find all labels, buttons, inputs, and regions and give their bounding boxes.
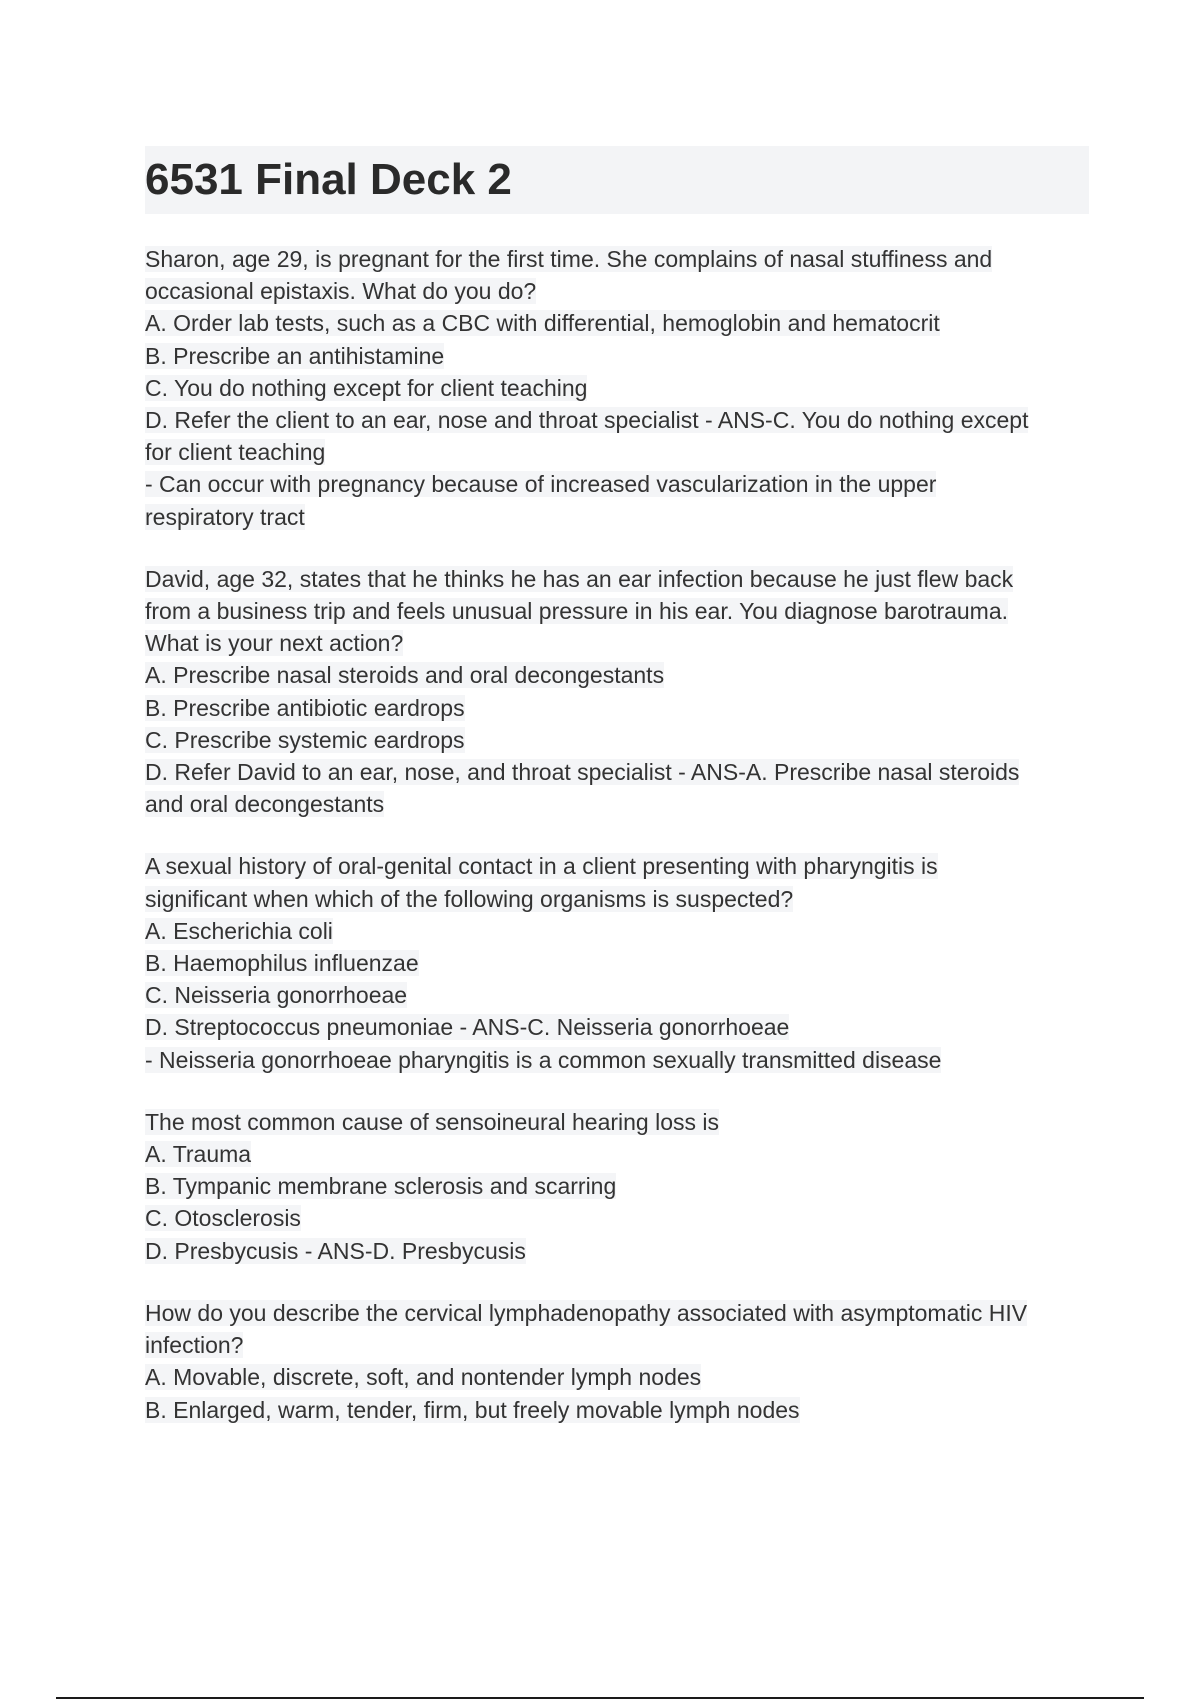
answer-option: B. Enlarged, warm, tender, firm, but freely movable lymph nodes: [145, 1396, 800, 1423]
question-block: [145, 1297, 1089, 1426]
answer-option: A. Trauma: [145, 1141, 252, 1168]
question-line: from a business trip and feels unusual pressure in his ear. You diagnose barotrauma.: [145, 598, 1009, 625]
rationale-line: - Can occur with pregnancy because of increased vascularization in the upper: [145, 471, 937, 498]
answer-option: C. Neisseria gonorrhoeae: [145, 982, 408, 1009]
answer-line: for client teaching: [145, 439, 326, 466]
question-line: occasional epistaxis. What do you do?: [145, 278, 537, 305]
answer-option: C. Otosclerosis: [145, 1205, 301, 1232]
answer-option: C. Prescribe systemic eardrops: [145, 726, 465, 753]
question-list: [145, 243, 1089, 1456]
answer-option: D. Streptococcus pneumoniae - ANS-C. Neisseria gonorrhoeae: [145, 1014, 790, 1041]
answer-option: A. Prescribe nasal steroids and oral decongestants: [145, 662, 665, 689]
question-line: infection?: [145, 1332, 244, 1359]
answer-option: A. Movable, discrete, soft, and nontender lymph nodes: [145, 1364, 702, 1391]
rationale-line: respiratory tract: [145, 503, 305, 530]
question-line: The most common cause of sensoineural hearing loss is: [145, 1108, 720, 1135]
footer-divider: [56, 1697, 1144, 1699]
answer-option: B. Prescribe an antihistamine: [145, 342, 445, 369]
question-block: [145, 1106, 1089, 1267]
question-block: [145, 243, 1089, 533]
question-block: [145, 850, 1089, 1075]
rationale-line: - Neisseria gonorrhoeae pharyngitis is a common sexually transmitted disease: [145, 1046, 942, 1073]
question-line: What is your next action?: [145, 630, 404, 657]
question-line: A sexual history of oral-genital contact in a client presenting with pharyngitis is: [145, 853, 938, 880]
answer-option: D. Refer the client to an ear, nose and throat specialist - ANS-C. You do nothing except: [145, 407, 1029, 434]
question-line: Sharon, age 29, is pregnant for the first time. She complains of nasal stuffiness and: [145, 246, 993, 272]
answer-option: B. Tympanic membrane sclerosis and scarring: [145, 1173, 617, 1200]
answer-option: B. Haemophilus influenzae: [145, 950, 419, 977]
question-line: David, age 32, states that he thinks he has an ear infection because he just flew back: [145, 565, 1014, 592]
answer-line: and oral decongestants: [145, 791, 385, 818]
page-title: 6531 Final Deck 2: [145, 155, 512, 204]
answer-option: A. Escherichia coli: [145, 917, 333, 944]
question-line: significant when which of the following organisms is suspected?: [145, 885, 794, 912]
answer-option: D. Presbycusis - ANS-D. Presbycusis: [145, 1237, 526, 1264]
question-line: How do you describe the cervical lymphadenopathy associated with asymptomatic HIV: [145, 1299, 1028, 1326]
answer-option: B. Prescribe antibiotic eardrops: [145, 694, 465, 721]
answer-option: C. You do nothing except for client teaching: [145, 374, 588, 401]
answer-option: D. Refer David to an ear, nose, and throat specialist - ANS-A. Prescribe nasal steroids: [145, 759, 1020, 786]
answer-option: A. Order lab tests, such as a CBC with differential, hemoglobin and hematocrit: [145, 310, 940, 337]
question-block: [145, 563, 1089, 821]
